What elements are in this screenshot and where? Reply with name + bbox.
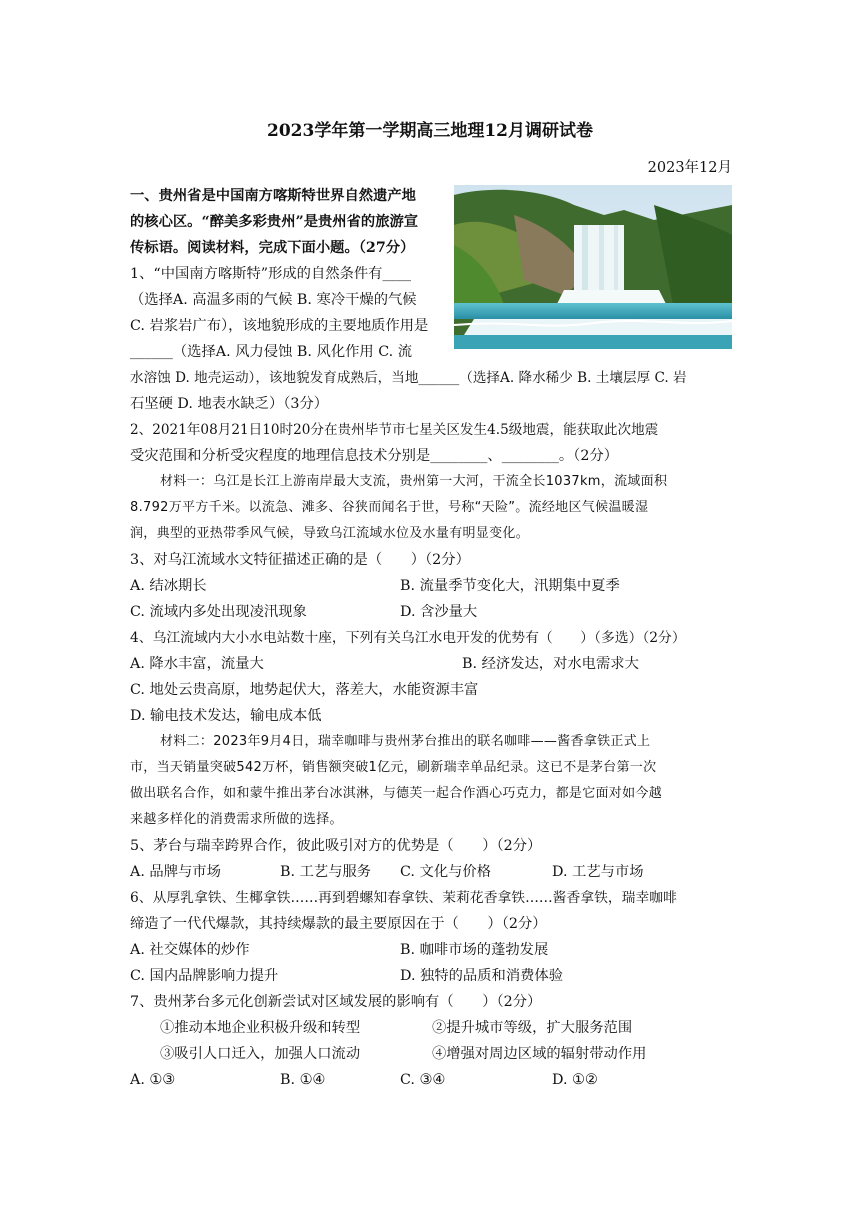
q1-line: 水溶蚀 D. 地壳运动），该地貌发育成熟后，当地______（选择A. 降水稀少 B. 土壤层厚 C. 岩 [130, 370, 687, 386]
q1-line: C. 岩浆岩广布），该地貌形成的主要地质作用是 [130, 318, 429, 334]
q6-stem-line: 缔造了一代代爆款，其持续爆款的最主要原因在于（ ）（2分） [130, 916, 547, 932]
material2-line: 材料二：2023年9月4日，瑞幸咖啡与贵州茅台推出的联名咖啡——酱香拿铁正式上 [160, 734, 651, 749]
q6-stem-line: 6、从厚乳拿铁、生椰拿铁……再到碧螺知春拿铁、茉莉花香拿铁……酱香拿铁，瑞幸咖啡 [130, 890, 677, 906]
q5-option: A. 品牌与市场 [130, 864, 221, 880]
material2-line: 来越多样化的消费需求所做的选择。 [130, 812, 343, 827]
q7-option: A. ①③ [130, 1072, 176, 1088]
material2-line: 市，当天销量突破542万杯，销售额突破1亿元，刷新瑞幸单品纪录。这已不是茅台第一次 [130, 760, 657, 775]
q1-line: 石坚硬 D. 地表水缺乏）（3分） [130, 396, 329, 412]
q5-option: B. 工艺与服务 [280, 864, 372, 880]
q3-stem: 3、对乌江流域水文特征描述正确的是（ ）（2分） [130, 552, 470, 568]
q3-option: D. 含沙量大 [400, 604, 478, 620]
q4-stem: 4、乌江流域内大小水电站数十座，下列有关乌江水电开发的优势有（ ）（多选）（2分） [130, 630, 686, 646]
page-title: 2023学年第一学期高三地理12月调研试卷 [267, 121, 593, 141]
section1-intro-line: 的核心区。“醉美多彩贵州”是贵州省的旅游宣 [130, 214, 419, 230]
q7-option: B. ①④ [280, 1072, 326, 1088]
q3-option: A. 结冰期长 [130, 578, 207, 594]
q6-option: D. 独特的品质和消费体验 [400, 968, 564, 984]
waterfall-photo [454, 185, 732, 349]
q1-line: （选择A. 高温多雨的气候 B. 寒冷干燥的气候 [130, 292, 417, 308]
q7-item: ②提升城市等级，扩大服务范围 [432, 1020, 633, 1036]
q4-option: B. 经济发达，对水电需求大 [462, 656, 639, 672]
q5-option: D. 工艺与市场 [552, 864, 644, 880]
section1-intro-line: 一、贵州省是中国南方喀斯特世界自然遗产地 [130, 188, 416, 204]
material1-line: 材料一：乌江是长江上游南岸最大支流，贵州第一大河，干流全长1037km，流域面积 [160, 474, 668, 489]
q2-line: 受灾范围和分析受灾程度的地理信息技术分别是________、________。（2分） [130, 448, 619, 464]
q7-option: D. ①② [552, 1072, 598, 1088]
q7-item: ④增强对周边区域的辐射带动作用 [432, 1046, 647, 1062]
q6-option: B. 咖啡市场的蓬勃发展 [400, 942, 549, 958]
q6-option: C. 国内品牌影响力提升 [130, 968, 279, 984]
q2-line: 2、2021年08月21日10时20分在贵州毕节市七星关区发生4.5级地震，能获取此次地震 [130, 422, 659, 438]
exam-date: 2023年12月 [647, 160, 732, 176]
material1-line: 润，典型的亚热带季风气候，导致乌江流域水位及水量有明显变化。 [130, 526, 530, 541]
q4-option: A. 降水丰富，流量大 [130, 656, 264, 672]
q7-item: ①推动本地企业积极升级和转型 [160, 1020, 361, 1036]
section1-intro-line: 传标语。阅读材料，完成下面小题。（27分） [130, 240, 415, 256]
q7-item: ③吸引人口迁入，加强人口流动 [160, 1046, 361, 1062]
q4-option: C. 地处云贵高原，地势起伏大，落差大，水能资源丰富 [130, 682, 479, 698]
q5-option: C. 文化与价格 [400, 864, 492, 880]
q7-option: C. ③④ [400, 1072, 446, 1088]
q3-option: B. 流量季节变化大，汛期集中夏季 [400, 578, 620, 594]
q3-option: C. 流域内多处出现凌汛现象 [130, 604, 307, 620]
material2-line: 做出联名合作，如和蒙牛推出茅台冰淇淋，与德芙一起合作酒心巧克力，都是它面对如今越 [130, 786, 663, 801]
material1-line: 8.792万平方千米。以流急、滩多、谷狭而闻名于世，号称“天险”。流经地区气候温暖湿 [130, 500, 649, 515]
q1-line: 1、“中国南方喀斯特”形成的自然条件有____ [130, 266, 412, 282]
q6-option: A. 社交媒体的炒作 [130, 942, 250, 958]
q5-stem: 5、茅台与瑞幸跨界合作，彼此吸引对方的优势是（ ）（2分） [130, 838, 542, 854]
q1-line: ______（选择A. 风力侵蚀 B. 风化作用 C. 流 [130, 344, 413, 360]
q4-option: D. 输电技术发达，输电成本低 [130, 708, 322, 724]
q7-stem: 7、贵州茅台多元化创新尝试对区域发展的影响有（ ）（2分） [130, 994, 542, 1010]
